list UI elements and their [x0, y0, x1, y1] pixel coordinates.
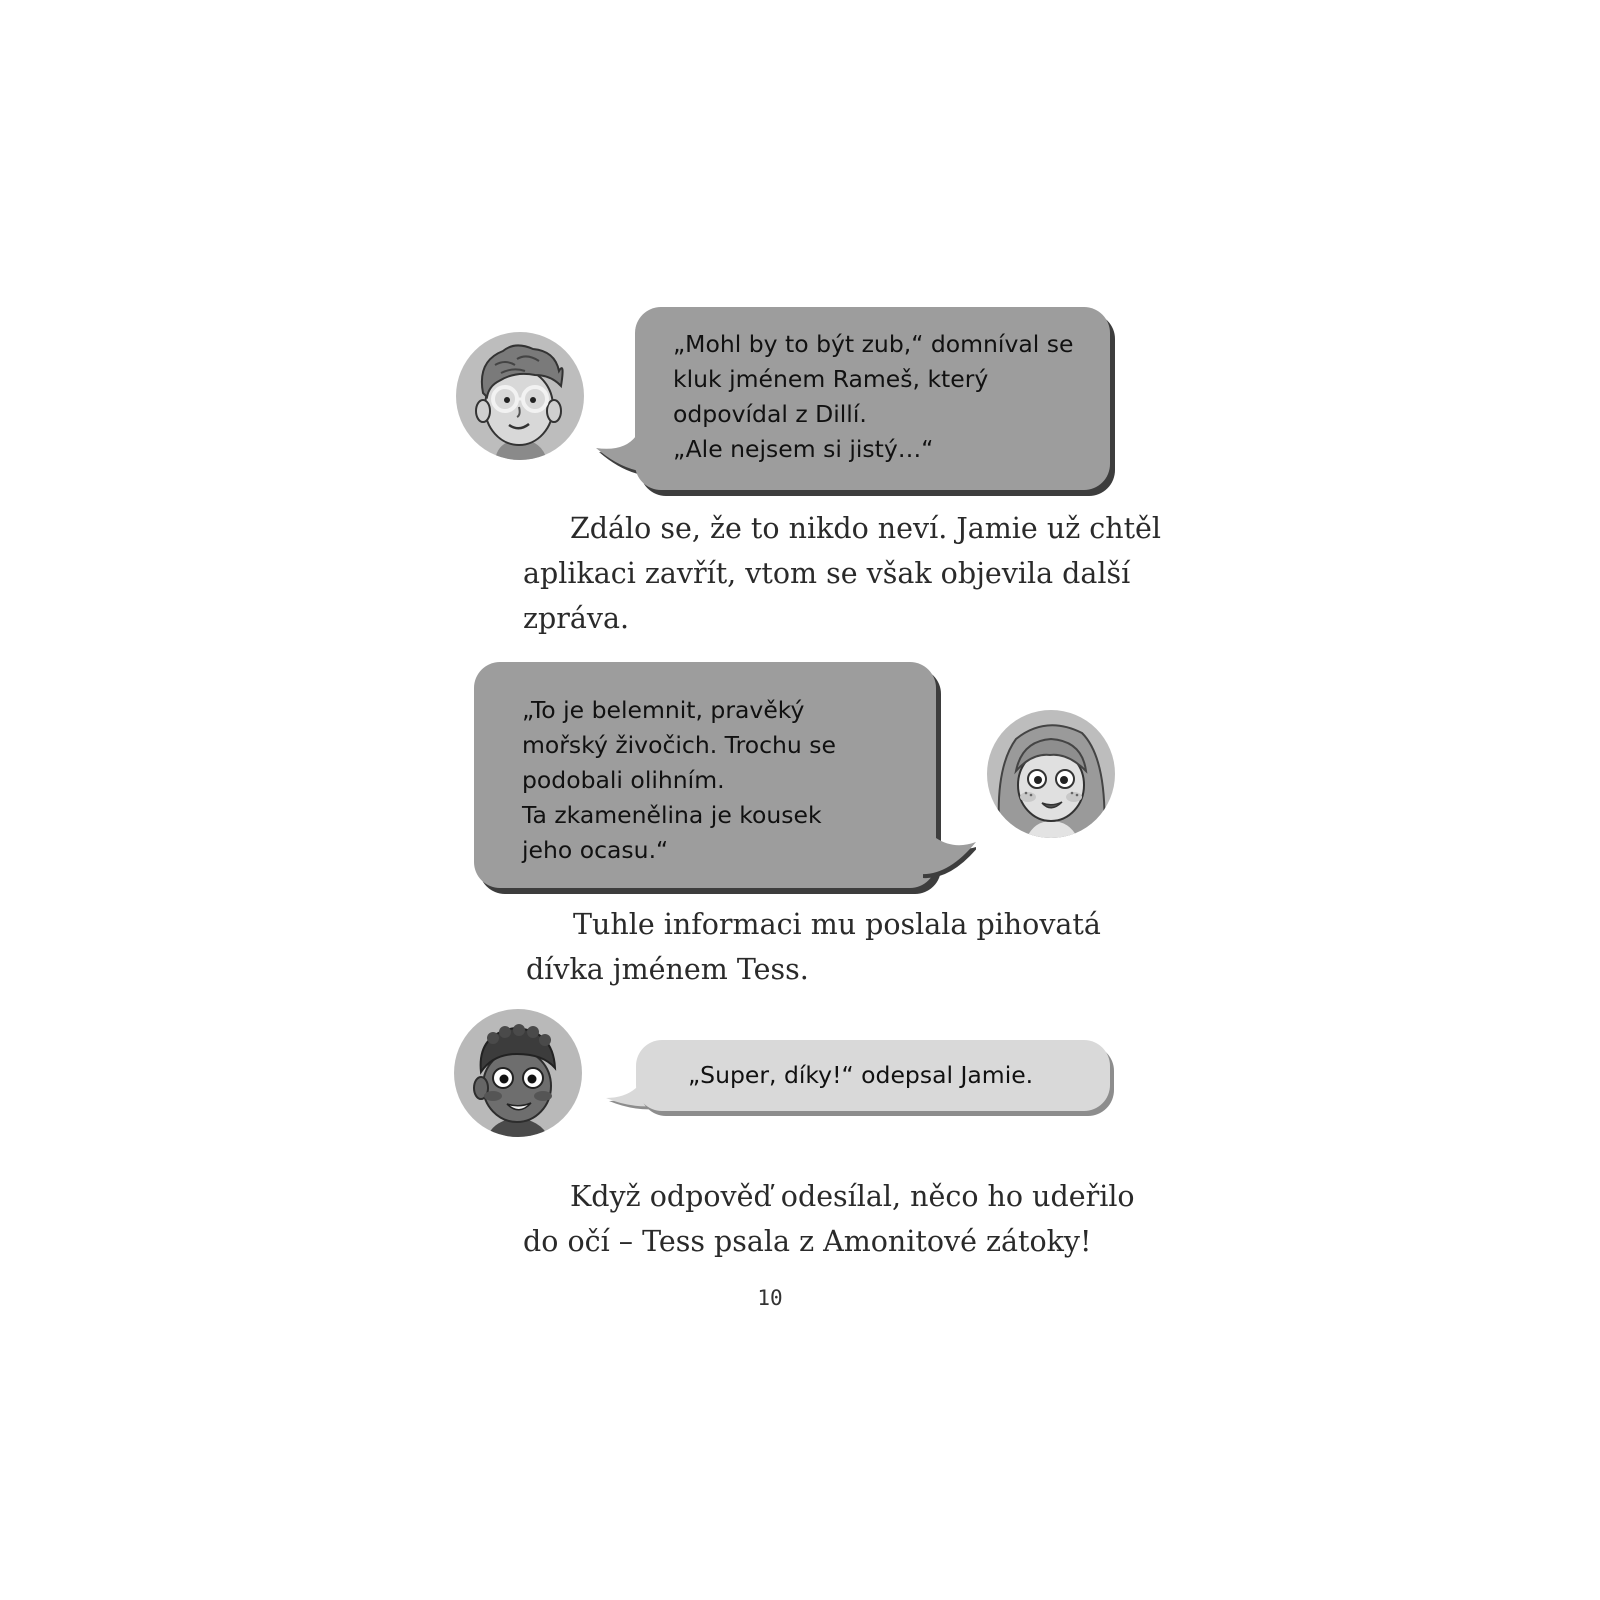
paragraph [526, 902, 1101, 992]
paragraph-line: dívka jménem Tess. [526, 953, 809, 986]
paragraph [523, 506, 1161, 641]
paragraph-line: zpráva. [523, 602, 630, 635]
message-line: „To je belemnit, pravěký [522, 696, 805, 724]
message-line: mořský živočich. Trochu se [522, 731, 836, 759]
speech-bubble-tail [920, 836, 976, 880]
message-line: Ta zkamenělina je kousek [522, 801, 822, 829]
paragraph-line: Zdálo se, že to nikdo neví. Jamie už chtěl [570, 512, 1162, 545]
jamie-avatar-icon [453, 1008, 583, 1138]
message-line: kluk jménem Rameš, který [673, 365, 989, 393]
paragraph-line: Když odpověď odesílal, něco ho udeřilo [570, 1180, 1135, 1213]
tess-avatar-icon [986, 709, 1116, 839]
paragraph-line: Tuhle informaci mu poslala pihovatá [573, 908, 1101, 941]
rames-avatar-icon [455, 331, 585, 461]
message-bubble-tess [474, 662, 936, 888]
message-bubble-rames [635, 307, 1110, 490]
paragraph-line: aplikaci zavřít, vtom se však objevila další [523, 557, 1131, 590]
paragraph [523, 1174, 1135, 1264]
message-line: „Mohl by to být zub,“ domníval se [673, 330, 1074, 358]
message-line: jeho ocasu.“ [522, 836, 669, 864]
message-line: podobali olihním. [522, 766, 725, 794]
page-number: 10 [757, 1286, 783, 1310]
message-line: „Super, díky!“ odepsal Jamie. [688, 1061, 1034, 1089]
message-bubble-jamie [636, 1040, 1110, 1111]
message-line: „Ale nejsem si jistý…“ [673, 435, 934, 463]
message-line: odpovídal z Dillí. [673, 400, 867, 428]
paragraph-line: do očí – Tess psala z Amonitové zátoky! [523, 1225, 1092, 1258]
